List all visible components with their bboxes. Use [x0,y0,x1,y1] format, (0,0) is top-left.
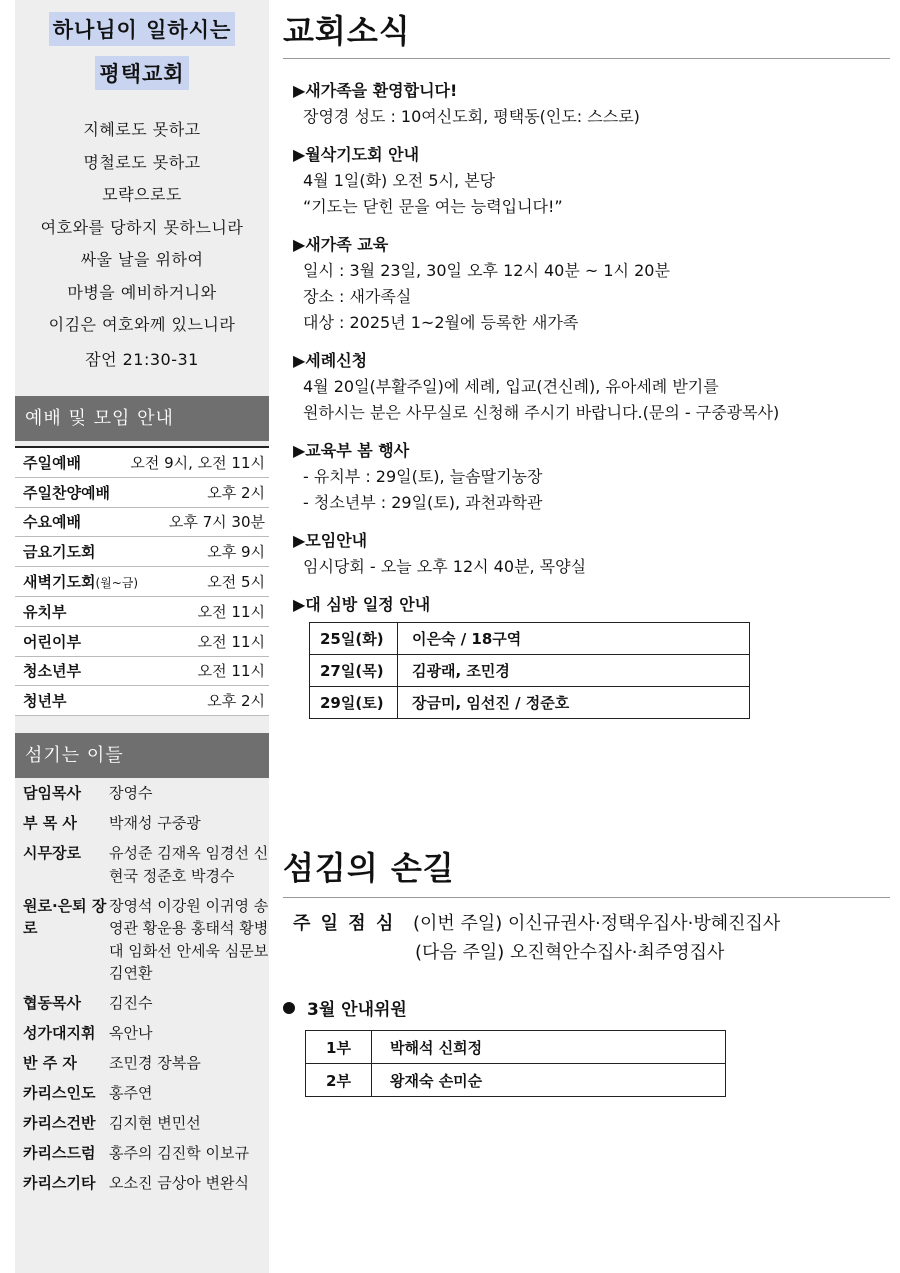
servant-row [23,992,269,1015]
servant-role: 반 주 자 [23,1054,77,1072]
sidebar [15,0,269,1273]
table-row [310,655,750,687]
usher-table [305,1030,726,1097]
servants-list [23,782,269,1202]
servant-names: 조민경 장복음 [109,1054,201,1072]
servant-role: 담임목사 [23,784,81,802]
servant-row [23,812,269,835]
verse-line: 모략으로도 [102,185,182,204]
verse-reference: 잠언 21:30-31 [85,349,199,369]
servant-role: 카리스기타 [23,1174,96,1192]
lunch-duty-this-week: (이번 주일) 이신규권사·정택우집사·방혜진집사 [413,913,781,934]
servant-names: 장영수 [109,784,153,802]
servant-row [23,1082,269,1105]
verse-line: 명철로도 못하고 [83,152,201,172]
news-item-title: ▶월삭기도회 안내 [293,145,420,164]
visit-date: 27일(목) [310,655,398,687]
usher-part: 1부 [306,1031,372,1064]
worship-name: 유치부 [23,602,67,621]
servant-row [23,842,269,887]
worship-time: 오전 11시 [197,632,265,651]
scripture-verse [15,114,269,376]
worship-row [15,537,269,567]
visit-names: 이은숙 / 18구역 [398,623,750,655]
visit-names: 김광래, 조민경 [398,655,750,687]
worship-row [15,508,269,538]
usher-heading [283,995,407,1020]
news-item-visitation [293,592,883,719]
worship-time: 오전 11시 [197,602,265,621]
servant-row [23,1172,269,1195]
table-row [306,1064,726,1097]
lunch-duty-next-week: (다음 주일) 오진혁안수집사·최주영집사 [415,942,725,963]
servant-row [23,1112,269,1135]
news-item-meeting [293,528,883,580]
visitation-table [309,622,750,719]
verse-line: 지혜로도 못하고 [83,120,201,139]
worship-name: 청소년부 [23,662,81,681]
worship-name: 주일찬양예배 [23,483,110,502]
news-section [293,78,883,731]
usher-names: 박해석 신희정 [372,1031,726,1064]
news-item-baptism [293,348,883,426]
church-title-line1: 하나님이 일하시는 [49,12,236,46]
worship-row [15,448,269,478]
worship-time: 오전 11시 [197,662,265,681]
servant-names: 박재성 구중광 [109,814,201,832]
news-item-line: 원하시는 분은 사무실로 신청해 주시기 바랍니다.(문의 - 구중광목사) [303,403,780,422]
worship-section-title: 예배 및 모임 안내 [15,396,269,441]
worship-time: 오전 9시, 오전 11시 [130,453,265,472]
news-item-title: ▶대 심방 일정 안내 [293,595,431,614]
servant-role: 카리스인도 [23,1084,96,1102]
news-item-line: - 유치부 : 29일(토), 늘솜딸기농장 [303,467,543,486]
usher-title: 3월 안내위원 [307,1000,407,1020]
news-item-line: 대상 : 2025년 1~2월에 등록한 새가족 [303,313,579,332]
news-item-line: - 청소년부 : 29일(토), 과천과학관 [303,493,543,512]
table-row [306,1031,726,1064]
servant-role: 카리스건반 [23,1114,96,1132]
table-row [310,687,750,719]
servant-role: 원로·은퇴 장 로 [23,896,107,937]
worship-schedule [15,446,269,716]
news-item-prayer [293,142,883,220]
servant-row [23,1142,269,1165]
serve-title: 섬김의 손길 [283,843,890,898]
news-item-title: ▶교육부 봄 행사 [293,441,410,460]
verse-line: 여호와를 당하지 못하느니라 [40,217,244,237]
worship-name: 새벽기도회 [23,573,96,592]
servant-names: 김지현 변민선 [109,1114,201,1132]
news-item-line: 4월 20일(부활주일)에 세례, 입교(견신례), 유아세례 받기를 [303,377,719,396]
servant-row [23,895,269,985]
worship-name: 어린이부 [23,632,81,651]
bullet-icon [283,1002,295,1014]
servant-names: 김진수 [109,994,153,1012]
servant-row [23,1052,269,1075]
servant-names: 장영석 이강원 이귀영 송영관 황운용 홍태석 황병대 임화선 안세욱 심문보 김연환 [109,896,269,982]
servant-row [23,1022,269,1045]
news-title: 교회소식 [283,6,890,59]
servant-role: 카리스드럼 [23,1144,96,1162]
verse-line: 마병을 예비하거니와 [67,282,217,302]
worship-time: 오후 9시 [207,543,265,562]
news-item-line: 4월 1일(화) 오전 5시, 본당 [303,171,496,190]
news-item-line: 장소 : 새가족실 [303,287,412,306]
worship-name-extra: (월~금) [95,576,139,591]
worship-row [15,686,269,716]
servant-row [23,782,269,805]
news-item-welcome [293,78,883,130]
servant-role: 부 목 사 [23,814,77,832]
church-title-line2: 평택교회 [95,56,188,90]
visit-date: 25일(화) [310,623,398,655]
worship-row [15,657,269,687]
servant-names: 홍주연 [109,1084,153,1102]
news-item-title: ▶새가족 교육 [293,235,389,254]
news-item-line: 일시 : 3월 23일, 30일 오후 12시 40분 ~ 1시 20분 [303,261,670,280]
news-item-education [293,232,883,336]
usher-names: 왕재숙 손미순 [372,1064,726,1097]
servant-names: 홍주의 김진학 이보규 [109,1144,249,1162]
worship-name: 주일예배 [23,453,81,472]
worship-time: 오후 7시 30분 [168,513,265,532]
servant-role: 시무장로 [23,844,81,862]
servant-names: 옥안나 [109,1024,153,1042]
sunday-lunch-duty [293,909,780,967]
lunch-duty-label: 주 일 점 심 [293,913,396,934]
news-item-title: ▶새가족을 환영합니다! [293,81,458,100]
worship-name: 수요예배 [23,513,81,532]
worship-row [15,597,269,627]
news-item-title: ▶세례신청 [293,351,368,370]
news-item-line: 임시당회 - 오늘 오후 12시 40분, 목양실 [303,557,587,576]
worship-name: 금요기도회 [23,543,96,562]
worship-row [15,478,269,508]
servant-role: 성가대지휘 [23,1024,96,1042]
church-title [15,0,269,90]
verse-line: 싸울 날을 위하여 [80,250,204,269]
worship-name: 청년부 [23,692,67,711]
servant-role: 협동목사 [23,994,81,1012]
worship-row [15,627,269,657]
visit-date: 29일(토) [310,687,398,719]
usher-part: 2부 [306,1064,372,1097]
news-item-line: “기도는 닫힌 문을 여는 능력입니다!” [303,197,563,216]
worship-time: 오후 2시 [207,692,265,711]
verse-line: 이김은 여호와께 있느니라 [48,315,236,334]
news-item-spring-event [293,438,883,516]
servant-names: 오소진 금상아 변완식 [109,1174,249,1192]
servant-names: 유성준 김재옥 임경선 신현국 정준호 박경수 [109,844,269,885]
worship-row [15,567,269,597]
news-item-line: 장영경 성도 : 10여신도회, 평택동(인도: 스스로) [303,107,640,126]
worship-time: 오전 5시 [207,573,265,592]
table-row [310,623,750,655]
visit-names: 장금미, 임선진 / 정준호 [398,687,750,719]
servants-section-title: 섬기는 이들 [15,733,269,778]
news-item-title: ▶모임안내 [293,531,368,550]
worship-time: 오후 2시 [207,483,265,502]
